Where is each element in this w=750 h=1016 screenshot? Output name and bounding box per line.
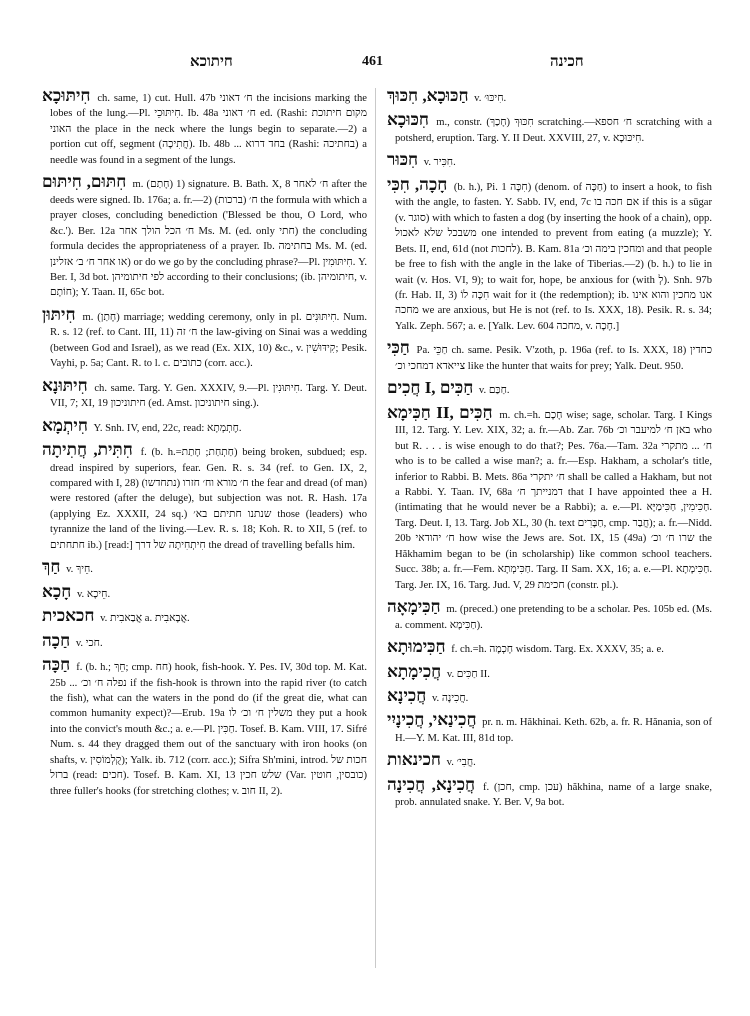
dictionary-entry [387,774,712,811]
dictionary-entry [387,112,712,146]
right-running-head: חכינה [550,54,584,70]
entry-text: v. חֲבִי׳. [446,757,476,769]
entry-headword: חִיתּוּן [42,304,76,324]
entry-headword: חֲכִינָא, חֲכִינָה [387,774,476,794]
entry-text: ch. same, 1) cut. Hull. 47b ח׳ דאוני the incisions marking the lobes of the lung.—Pl. חִיתּוּכֵי. Ib. 48a ח׳ דאוני ed. (Rashi: מקום חיתוכת האוני the place in the neck where the lungs begin to separate.—2) a portion cut off, segment (חֲתִיכָה). Ib. 48b ... בחד דרוא (Rashi: בחתיכה) a needle was found in a segment of the lungs. [50,93,367,166]
entry-headword: חַךְ [42,557,61,577]
dictionary-entry [42,304,367,372]
dictionary-entry [42,442,367,553]
left-running-head: חיתוכא [190,54,233,70]
entry-text: v. חֵיכָא. [76,588,111,600]
entry-headword: חֲכִינַאי, חֲכִינָיִי [387,710,477,730]
entry-headword: חכינאות [387,750,441,770]
entry-text: v. אֲבַאבִית a. אֲבָאבִית. [100,613,190,625]
entry-headword: חִיתּוּכָא [42,86,91,105]
dictionary-entry [42,88,367,168]
entry-headword: חִכּוּכָא [387,110,429,130]
entry-headword: חֲכִים I, חַכִּים [387,378,474,398]
dictionary-entry [42,375,367,412]
entry-text: (b. h.), Pi. חִכָּה 1) (denom. of חַכָּה) to insert a hook, to fish with the angle, to fasten. Y. Sabb. IV, end, 7c אם חכה בו if this is a sūgar (v. סוגר) with which to fasten a dog (by inserting the hook of a chain), opp. משבכל שלא לאכול one intended to prevent from eating (a muzzle); Y. Bets. II, end, 61d (not לחכות). B. Kam. 81a ומחכין בימה וכ׳ and that people be free to fish with the angle in the lake of Tiberias.—2) (b. h.) to lie in wait (v. Hos. VI, 9); to wait for, hope, be anxious for (with לְ). Snh. 97b (fr. Hab. II, 3) חִכָּה לוֹ wait for it (the redemption); ib. אנו מחכין והוא אינו מחכה we are anxious, but He is not (ref. to Is. XXX, 18). Pesik. R. s. 34; Yalk. Zeph. 567; a. e. [Yalk. Lev. 604 מחכה, v. חָכָה.] [395,181,713,332]
entry-headword: חִתִּית, חֲתִיתָה [42,440,133,460]
entry-text: pr. n. m. Hăkhinai. Keth. 62b, a. fr. R. Hănania, son of H.—Y. M. Kat. III, 81d top. [395,717,712,744]
entry-headword: חַכִּימוּתָא [387,637,446,657]
entry-text: v. חכי. [75,637,103,649]
entry-text: Pa. חַכֵּי ch. same. Pesik. V'zoth, p. 196a (ref. to Is. XXX, 18) כחדין צייאדא דמחכי וכ׳ like the hunter that waits for prey; Yalk. Deut. 950. [395,345,713,372]
entry-text: f. (b. h.=חַתְחַת; חָתַת) being broken, subdued; esp. dread inspired by superiors, fear. Gen. R. s. 34 (ref. to Gen. IX, 2, compared with I, 28) ח׳ מורא וח׳ חזרו (נתחדשו) the fear and dread (of man) were restored (after the deluge), but subjection was not. R. Hash. 17a (applying Ez. XXXII, 24 sq.) שנתנו חתיתם בא׳ those (leaders) who tyrannize the land of the living.—Lev. R. s. 18; Koh. R. to XII, 5 (ref. to חתחתים ib.) [read:] חִיתְחִיתָה של דרך the dread of travelling befalls him. [50,447,368,551]
dictionary-entry [42,608,367,626]
dictionary-entry [387,88,712,106]
entry-text: ch. same. Targ. Y. Gen. XXXIV, 9.—Pl. חִיתּוּנִין. Targ. Y. Deut. VII, 7; XI, 19 חיתוניכון (ed. Amst. חיתוניכון sing.). [50,382,367,410]
entry-headword: חִיתְמָא [42,415,88,435]
dictionary-entry [42,657,367,799]
dictionary-entry [387,712,712,746]
entry-text: Y. Snh. IV, end, 22c, read: חֶתְמְתָא. [93,422,242,434]
entry-text: m. (חָתַם) 1) signature. B. Bath. X, 8 ח׳ לאחר after the deeds were signed. Ib. 176a; a. fr.—2) (ברכות) ח׳ the formula with which a prayer closes, concluding benediction ('Blessed be thou, O Lord, who &c.'). Ber. 12a ח׳ הכל הולך אחר Ms. M. (ed. only חתי) the concluding formula decides the appropriateness of a prayer. Ib. בחתימה Ms. M. (ed. או אחר ח׳ ב׳ אזלינן) or do we go by the concluding phrase?—Pl. חִיתּוּמִין. Y. Ber. I, 3d bot. לפי חיתומיהן according to their conclusions; (ib. חיתומיהן, v. חוֹתָם); Y. Taan. II, 65c bot. [50,179,368,299]
entry-text: v. חַכִּים II. [446,668,490,680]
dictionary-entry [387,639,712,657]
dictionary-entry [387,402,713,593]
column-divider [375,88,376,968]
entry-text: f. ch.=h. חָכְמָה wisdom. Targ. Ex. XXXV, 35; a. e. [451,644,664,656]
entry-headword: חֲכִימָתָא [387,661,442,681]
dictionary-entry [387,174,713,335]
dictionary-entry [387,685,712,706]
entry-headword: חִיתּוּנָא [42,375,88,395]
entry-headword: חַכִּימָאָה [387,597,441,617]
dictionary-entry [387,380,712,398]
entry-text: m. (חָתַן) marriage; wedding ceremony, only in pl. חִיתּוּנִים. Num. R. s. 12 (ref. to Cant. III, 11) ח׳ זה the law-giving on Sinai was a wedding (between God and Israel), as we read (Ex. XIX, 10) &c., v. קִידּוּשִׁין; Pesik. Vayhi, p. 5a; Cant. R. to l. c. כתובים (corr. acc.). [50,311,367,370]
dictionary-entry [42,630,367,651]
entry-text: m. ch.=h. חָכָם wise; sage, scholar. Targ. I Kings III, 12. Targ. Y. Lev. XIX, 32; a. fr.—Ab. Zar. 76b באן ח׳ למיעבר וכ׳ who but R. . . . is wise enough to do that?; Pes. 76a.—Tam. 32a ח׳ ... מתקרי who is to be called a wise man?; a. fr.—Esp. Hakham, a scholar's title, inferior to Rabbi. B. Mets. 86a ח׳ יתקרי shall be called a Hakham, but not a Rabbi. Y. Taan. IV, 68a דמנייתך ח׳ that I have appointed thee a H. (intimating that he would never be a Rabbi); a. e.—Pl. חַכִּימִין, חַכִּימַיָּא. Targ. Deut. I, 13. Targ. Job XL, 30 (h. text חַבָּרִים, cmp. חֲבַר); a. fr.—Nidd. 20b ח׳ יהודאי how wise the Jews are. Sot. IX, 15 (49a) שרו ח׳ וכ׳ the Hăkhamim began to be (in scholarship) like common school teachers. Succ. 38b; a. fr.—Fem. חַכִּימְתָא. Targ. II Sam. XX, 16; a. e.—Pl. חַכִּימָתָא. Targ. Jer. IX, 16. Targ. Jud. V, 29 חכימת (constr. pl.). [395,409,713,591]
entry-headword: חַכָה [42,630,71,650]
dictionary-entry [42,581,367,602]
left-column [42,88,367,805]
dictionary-entry [387,340,712,374]
dictionary-entry [387,599,712,633]
page-number: 461 [362,54,383,69]
entry-text: f. (b. h.; חֵךְ; cmp. חח) hook, fish-hook. Y. Pes. IV, 30d top. M. Kat. 25b ... נפלה ח׳ וכ׳ if the fish-hook is thrown into the rapid river (to catch the fish), what can the waters in the pond do (if the great die, what can common humanity expect)?—Erub. 19a משלין ח׳ וכ׳ לו they put a hook into the convict's mouth &c.; a. e.—Pl. חַכִּין. Tosef. B. Kam. VIII, 17. Sifré Num. s. 44 they dragged them out of the sanctuary with iron hooks (on shafts, v. קֻלְמוֹסִין); Yalk. ib. 712 (corr. acc.); Sifra Sh'mini, introd. חכות של ברזל (read: חכים). Tosef. B. Kam. XI, 13 שלש חכין (Var. כובסין, חוטין) three fuller's hooks (for stretching clothes; v. חוב II, 2). [50,662,368,797]
dictionary-entry [42,559,367,577]
dictionary-entry [387,152,712,170]
entry-text: v. חִכִּיר. [423,157,456,169]
entry-headword: חַכִּי [387,338,410,358]
dictionary-entry [387,752,712,770]
entry-text: v. חַכַּם. [478,385,510,397]
entry-text: m., constr. חִכּוּךְ (חָכַךְ) scratching.—ח׳ חספא scratching with a potsherd, eruption. Targ. Y. II Deut. XXVIII, 27, v. חִיכּוּכָא. [395,117,712,144]
entry-text: v. חִיכּוּ׳. [474,93,507,104]
entry-headword: חַכּוּכָא, חִכּוּךְ [387,86,469,105]
entry-headword: חָכָא [42,581,72,601]
entry-headword: חִכּוּר [387,150,419,170]
entry-text: f. (חכן, cmp. עכן) hăkhina, name of a large snake, prob. annulated snake. Y. Ber. V, 9a bot. [395,781,712,809]
entry-headword: חַכִּימָא II, חַכִּים [387,402,493,422]
dictionary-entry [387,661,712,682]
entry-headword: חכאכית [42,606,95,626]
entry-text: m. (preced.) one pretending to be a scholar. Pes. 105b ed. (Ms. a. comment. חַכִּימָא). [395,604,712,631]
entry-text: v. חֲכִינָה. [431,692,469,704]
entry-headword: חֲכִינָא [387,685,427,705]
dictionary-entry [42,174,367,301]
entry-text: v. חֵיךְ. [66,564,93,576]
dictionary-entry [42,415,367,436]
entry-headword: חָכָה, חִכִּי [387,174,448,194]
entry-headword: חַכָּה [42,655,71,675]
right-column [387,88,712,817]
entry-headword: חִתּוּם, חִיתּוּם [42,172,127,192]
